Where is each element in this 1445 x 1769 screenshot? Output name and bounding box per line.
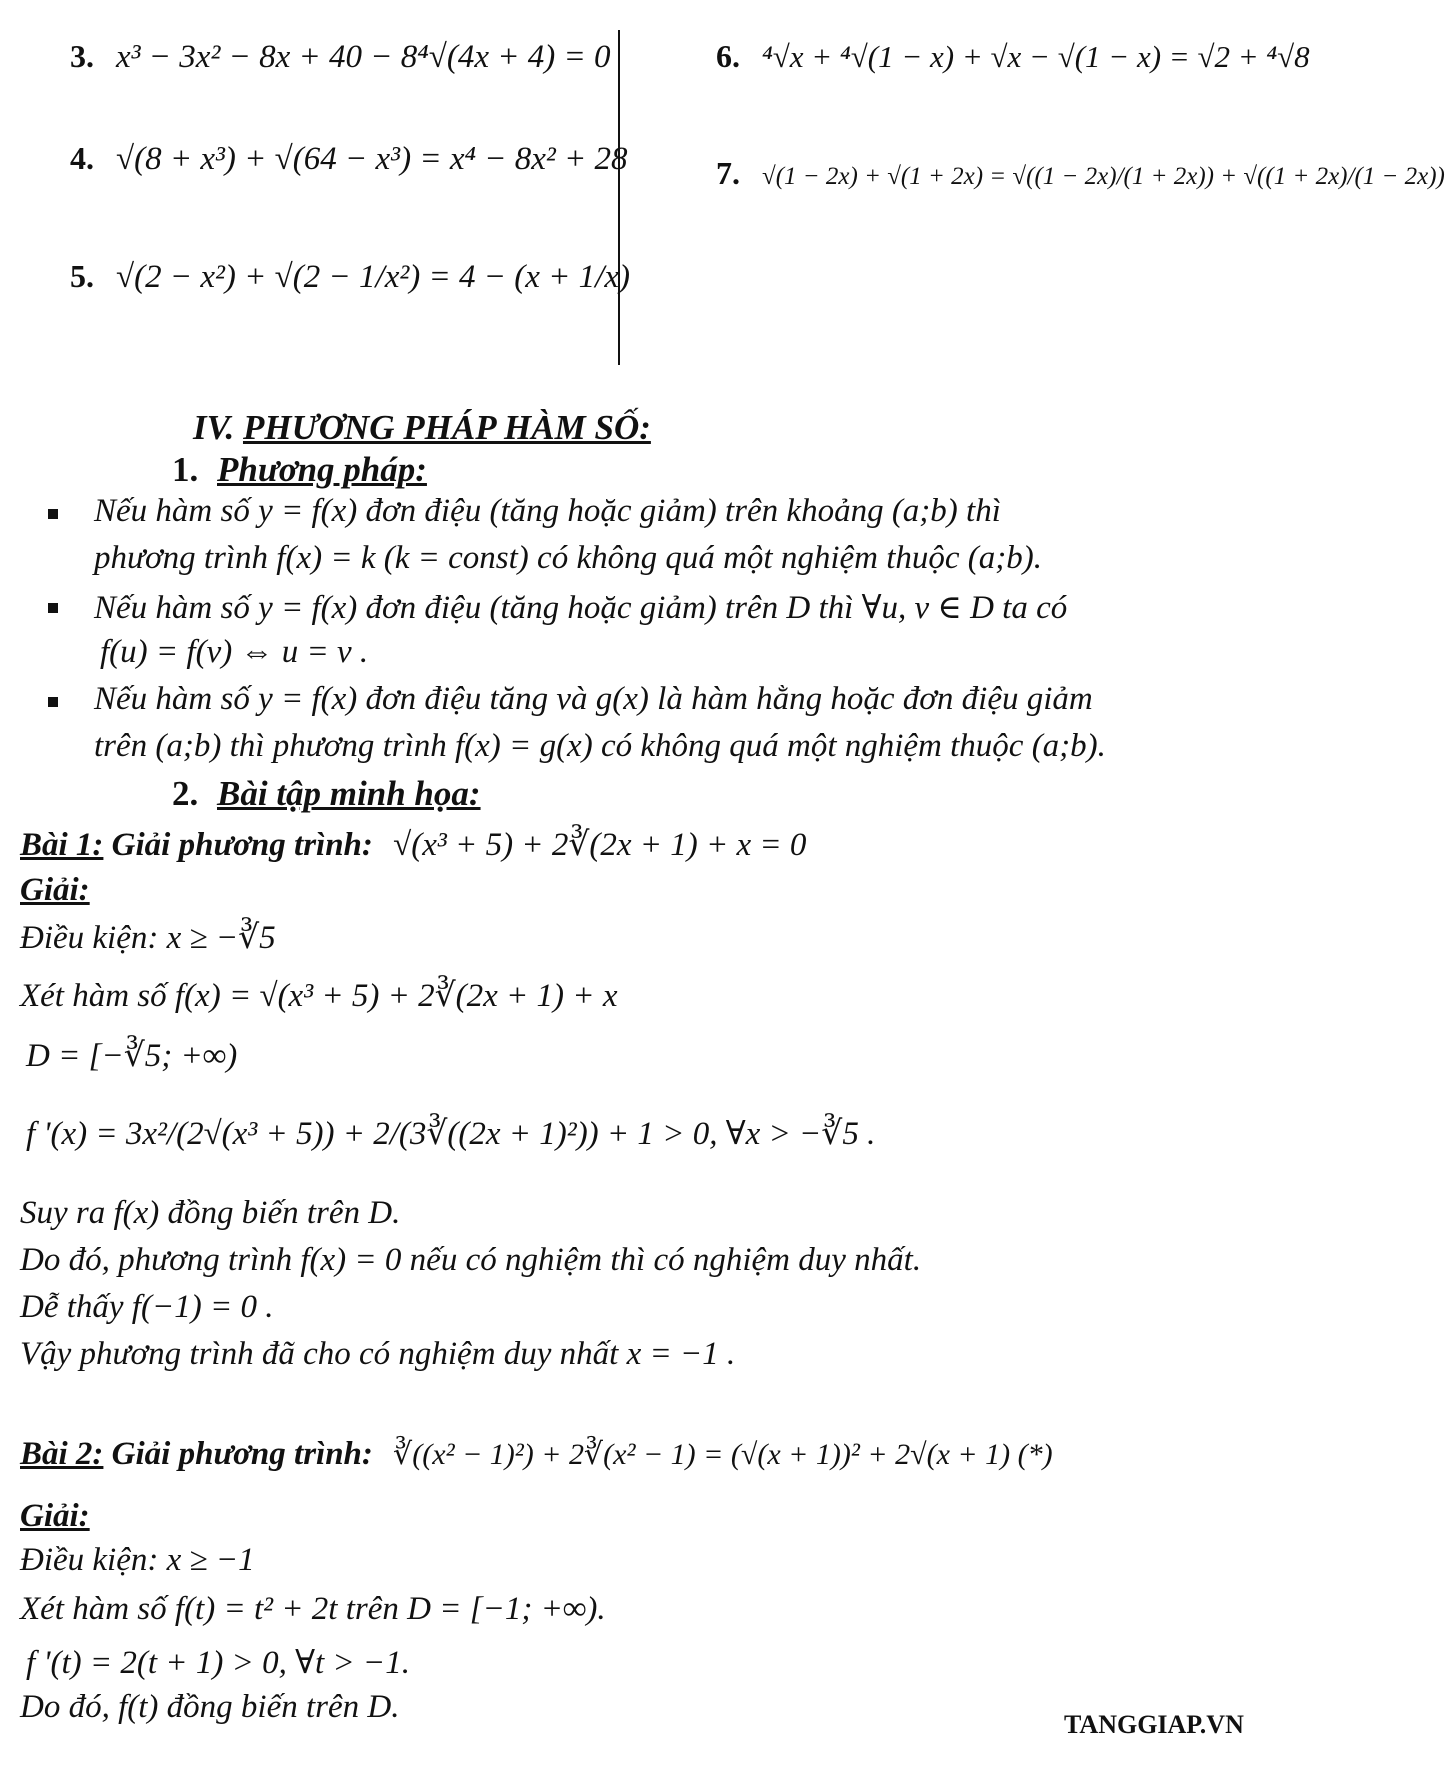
bullet-marker — [48, 603, 58, 613]
exercise-6: 6. ⁴√x + ⁴√(1 − x) + √x − √(1 − x) = √2 + ⁴√8 — [716, 38, 1310, 74]
bai-1-line-conclusion: Vậy phương trình đã cho có nghiệm duy nhất x = −1 . — [20, 1336, 736, 1372]
bullet-2-line-2: f(u) = f(v) ⇔ u = v . — [100, 634, 369, 670]
bai-1-derivative: f '(x) = 3x²/(2√(x³ + 5)) + 2/(3∛((2x + 1)²)) + 1 > 0, ∀x > −∛5 . — [26, 1116, 876, 1152]
bai-2-condition: Điều kiện: x ≥ −1 — [20, 1542, 255, 1578]
bullet-marker — [48, 509, 58, 519]
bai-1-line-check: Dễ thấy f(−1) = 0 . — [20, 1289, 274, 1325]
bai-2-header: Bài 2: Giải phương trình: ∛((x² − 1)²) + 2∛(x² − 1) = (√(x + 1))² + 2√(x + 1) (*) — [20, 1436, 1053, 1472]
exercise-5-equation: √(2 − x²) + √(2 − 1/x²) = 4 − (x + 1/x) — [116, 259, 630, 295]
subsection-2-heading: 2. Bài tập minh họa: — [172, 774, 481, 813]
bullet-3-line-2: trên (a;b) thì phương trình f(x) = g(x) có không quá một nghiệm thuộc (a;b). — [94, 728, 1106, 764]
exercise-3-equation: x³ − 3x² − 8x + 40 − 8⁴√(4x + 4) = 0 — [116, 39, 611, 75]
subsection-1-heading: 1. Phương pháp: — [172, 450, 427, 489]
bai-2-solve-label: Giải: — [20, 1498, 90, 1534]
bai-1-solve-label: Giải: — [20, 872, 90, 908]
column-divider — [618, 30, 620, 365]
section-title: PHƯƠNG PHÁP HÀM SỐ: — [242, 408, 651, 447]
bullet-marker — [48, 697, 58, 707]
bullet-3-line-1: Nếu hàm số y = f(x) đơn điệu tăng và g(x) là hàm hằng hoặc đơn điệu giảm — [94, 681, 1093, 717]
bai-1-header: Bài 1: Giải phương trình: √(x³ + 5) + 2∛(2x + 1) + x = 0 — [20, 827, 807, 863]
bullet-2-line-1: Nếu hàm số y = f(x) đơn điệu (tăng hoặc giảm) trên D thì ∀u, v ∈ D ta có — [94, 590, 1068, 626]
bullet-1-line-1: Nếu hàm số y = f(x) đơn điệu (tăng hoặc giảm) trên khoảng (a;b) thì — [94, 493, 1001, 529]
bai-2-equation: ∛((x² − 1)²) + 2∛(x² − 1) = (√(x + 1))² + 2√(x + 1) (*) — [393, 1438, 1053, 1471]
bullet-1-line-2: phương trình f(x) = k (k = const) có không quá một nghiệm thuộc (a;b). — [94, 540, 1043, 576]
exercise-7-equation: √(1 − 2x) + √(1 + 2x) = √((1 − 2x)/(1 + 2x)) + √((1 + 2x)/(1 − 2x)) — [762, 163, 1445, 190]
bai-1-line-increasing: Suy ra f(x) đồng biến trên D. — [20, 1195, 401, 1231]
bai-1-condition: Điều kiện: x ≥ −∛5 — [20, 920, 276, 956]
bai-1-function: Xét hàm số f(x) = √(x³ + 5) + 2∛(2x + 1) + x — [20, 978, 618, 1014]
exercise-3: 3. x³ − 3x² − 8x + 40 − 8⁴√(4x + 4) = 0 — [70, 38, 611, 75]
bai-1-domain: D = [−∛5; +∞) — [26, 1038, 238, 1074]
bai-2-derivative: f '(t) = 2(t + 1) > 0, ∀t > −1. — [26, 1645, 410, 1681]
exercise-7: 7. √(1 − 2x) + √(1 + 2x) = √((1 − 2x)/(1 + 2x)) + √((1 + 2x)/(1 − 2x)) — [716, 155, 1445, 191]
exercise-4-equation: √(8 + x³) + √(64 − x³) = x⁴ − 8x² + 28 — [116, 141, 628, 177]
exercise-6-equation: ⁴√x + ⁴√(1 − x) + √x − √(1 − x) = √2 + ⁴√8 — [762, 39, 1310, 74]
bai-2-line-increasing: Do đó, f(t) đồng biến trên D. — [20, 1689, 400, 1725]
footer-watermark: TANGGIAP.VN — [1064, 1710, 1244, 1739]
bai-1-equation: √(x³ + 5) + 2∛(2x + 1) + x = 0 — [393, 827, 807, 863]
bai-2-function: Xét hàm số f(t) = t² + 2t trên D = [−1; +∞). — [20, 1591, 606, 1627]
exercise-5: 5. √(2 − x²) + √(2 − 1/x²) = 4 − (x + 1/x) — [70, 258, 630, 295]
exercise-4: 4. √(8 + x³) + √(64 − x³) = x⁴ − 8x² + 28 — [70, 140, 628, 177]
bai-1-line-unique: Do đó, phương trình f(x) = 0 nếu có nghiệm thì có nghiệm duy nhất. — [20, 1242, 922, 1278]
section-heading: IV. PHƯƠNG PHÁP HÀM SỐ: — [193, 408, 651, 447]
